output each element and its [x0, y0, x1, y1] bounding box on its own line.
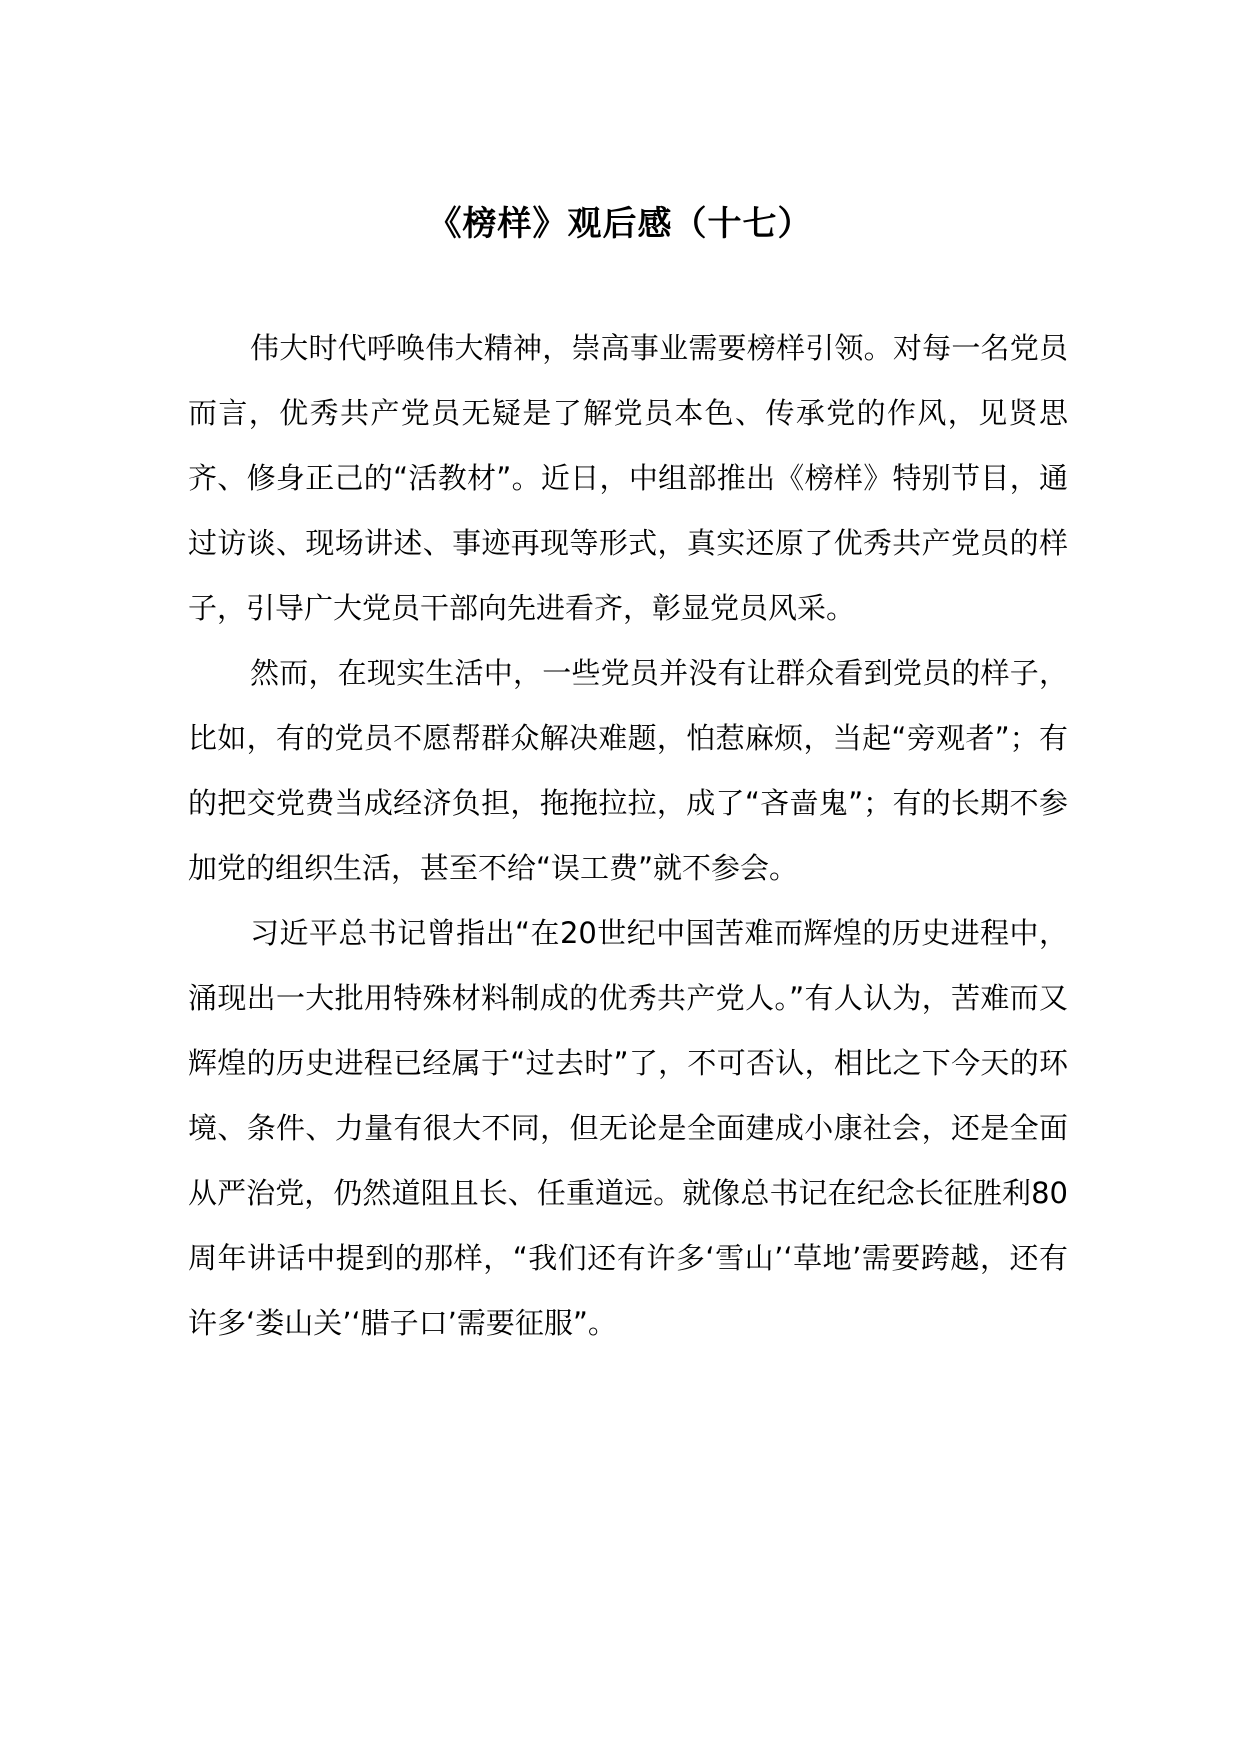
- body-paragraph-3: 习近平总书记曾指出“在20世纪中国苦难而辉煌的历史进程中，涌现出一大批用特殊材料制成的优秀共产党人。”有人认为，苦难而又辉煌的历史进程已经属于“过去时”了，不可否认，相比之下今天的环境、条件、力量有很大不同，但无论是全面建成小康社会，还是全面从严治党，仍然道阻且长、任重道远。就像总书记在纪念长征胜利80周年讲话中提到的那样，“我们还有许多‘雪山’‘草地’需要跨越，还有许多‘娄山关’‘腊子口’需要征服”。: [188, 916, 1068, 1340]
- document-title: 《榜样》观后感（十七）: [427, 204, 813, 244]
- body-paragraph-2: 然而，在现实生活中，一些党员并没有让群众看到党员的样子，比如，有的党员不愿帮群众解决难题，怕惹麻烦，当起“旁观者”；有的把交党费当成经济负担，拖拖拉拉，成了“吝啬鬼”；有的长期不参加党的组织生活，甚至不给“误工费”就不参会。: [188, 656, 1068, 885]
- body-paragraph-1: 伟大时代呼唤伟大精神，崇高事业需要榜样引领。对每一名党员而言，优秀共产党员无疑是了解党员本色、传承党的作风，见贤思齐、修身正己的“活教材”。近日，中组部推出《榜样》特别节目，通过访谈、现场讲述、事迹再现等形式，真实还原了优秀共产党员的样子，引导广大党员干部向先进看齐，彰显党员风采。: [188, 331, 1068, 625]
- document-body: [188, 316, 1068, 1356]
